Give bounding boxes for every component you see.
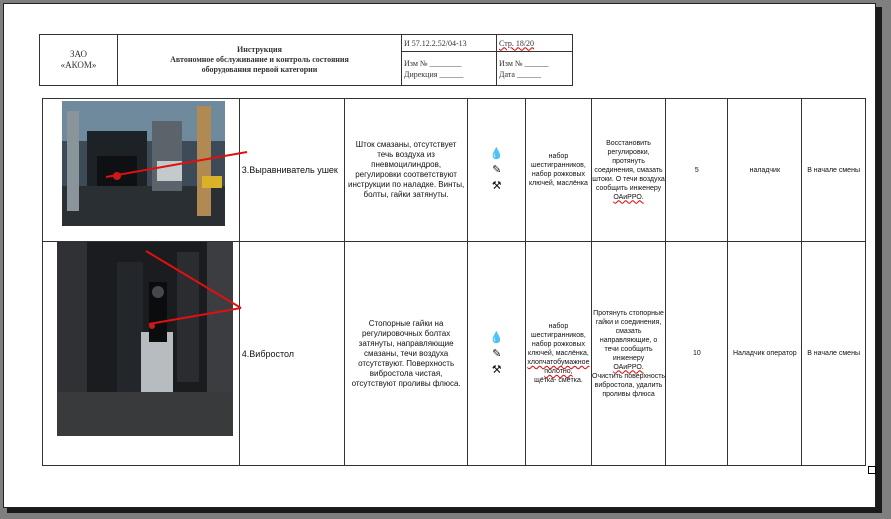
check-description: Стопорные гайки на регулировочных болтах затянуты, направляющие смазаны, течи воздуха отсутствуют. Поверхность вибростола чистая, отсутствуют проливы флюса.: [344, 242, 468, 466]
tools-list: набор шестигранников, набор рожковых ключей, маслёнка,: [528, 323, 589, 357]
schedule: В начале смены: [802, 99, 866, 242]
tools-icon: ⚒: [491, 180, 502, 192]
tools-cloth: хлопчатобумажное полотно,: [527, 359, 590, 375]
actions-text: Восстановить регулировки, протянуть соединения, смазать штоки. О течи воздуха сообщить инженеру: [592, 139, 665, 192]
pointer-line-1: [103, 147, 253, 187]
table-row: [43, 99, 866, 242]
icons-cell: [468, 99, 526, 242]
oil-can-icon: 💧: [489, 148, 504, 160]
org-line1: ЗАО: [69, 49, 88, 59]
tools-brush: щётка- смётка.: [534, 377, 583, 384]
icons-cell: [468, 242, 526, 466]
responsible: наладчик: [728, 99, 802, 242]
photo-cell: [43, 99, 240, 242]
brush-icon: ✎: [492, 347, 502, 360]
page-shadow-bottom: [7, 508, 882, 513]
pointer-line-2: [143, 248, 245, 328]
oil-can-icon: 💧: [489, 331, 504, 344]
responsible: Наладчик оператор: [728, 242, 802, 466]
page-shadow-right: [876, 7, 882, 512]
title-line1: Инструкция: [237, 45, 282, 54]
tools-icon: ⚒: [491, 363, 502, 376]
actions-cell: [591, 99, 665, 242]
period-value: 10: [666, 242, 728, 466]
tools-cell: [525, 242, 591, 466]
maintenance-table: [42, 98, 866, 466]
title-line3: оборудования первой категории: [201, 65, 318, 74]
photo-cell: [43, 242, 240, 466]
title-cell: [118, 35, 402, 86]
document-header: [39, 34, 573, 86]
org-line2: «АКОМ»: [60, 60, 97, 70]
change-no: Изм № ________: [404, 58, 462, 68]
change-cell: [402, 52, 497, 86]
tools-list: набор шестигранников, набор рожковых ключей, маслёнка: [525, 99, 591, 242]
schedule: В начале смены: [802, 242, 866, 466]
page-label: Стр. 18/20: [499, 38, 535, 48]
operation-name: 4.Вибростол: [239, 242, 344, 466]
actions-text: Протянуть стопорные гайки и соединения, смазать направляющие, о течи сообщить инженеру: [593, 309, 664, 362]
table-row: [43, 242, 866, 466]
inv-cell: [497, 52, 573, 86]
page-number: [497, 35, 573, 52]
brush-icon: ✎: [492, 164, 502, 176]
actions-text-2: Очистить поверхность вибростола, удалить проливы флюса: [592, 372, 666, 398]
end-of-table-marker: [868, 466, 876, 474]
actions-cell: [591, 242, 665, 466]
directorate: Дирекция ______: [404, 69, 464, 79]
title-line2: Автономное обслуживание и контроль состояния: [170, 55, 349, 64]
actions-link: ОАиРРО.: [613, 363, 644, 371]
org-cell: [40, 35, 118, 86]
doc-code: И 57.12.2.52/04-13: [402, 35, 497, 52]
period-value: 5: [666, 99, 728, 242]
inv-no: Изм № ______: [499, 58, 549, 68]
date: Дата ______: [499, 69, 541, 79]
actions-link: ОАиРРО.: [613, 193, 644, 201]
operation-name: 3.Выравниватель ушек: [239, 99, 344, 242]
check-description: Шток смазаны, отсутствует течь воздуха из пневмоцилиндров, регулировки соответствуют инструкции по наладке. Винты, болты, гайки затянуты.: [344, 99, 468, 242]
